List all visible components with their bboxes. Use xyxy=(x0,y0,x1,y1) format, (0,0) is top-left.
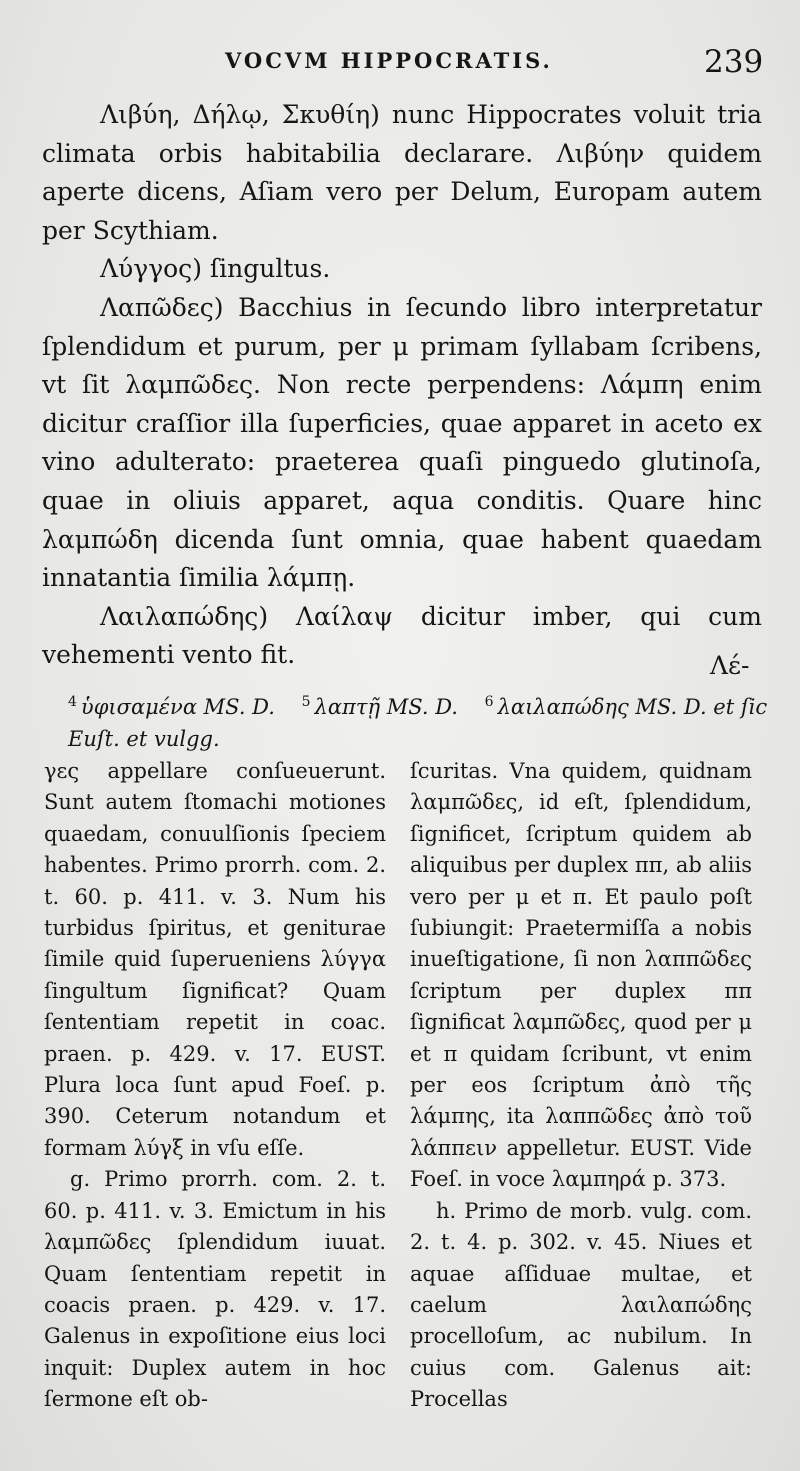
running-head: VOCVM HIPPOCRATIS. xyxy=(225,48,553,73)
entry-lailapodes: Λαιλαπώδης) Λαίλαψ dicitur imber, qui cum vehementi vento fit. xyxy=(42,601,762,670)
entry-lyngos: Λύγγος) ſingultus. xyxy=(100,254,331,284)
footnote-number: 4 xyxy=(68,694,77,710)
footnote-number: 5 xyxy=(301,694,311,710)
commentary-paragraph: h. Primo de morb. vulg. com. 2. t. 4. p. 302. v. 45. Niues et aquae aſſiduae multae, et caelum λαιλαπώδης procelloſum, ac nubilum. In cuius com. Galenus ait: Procellas xyxy=(410,1198,752,1412)
main-text xyxy=(42,96,762,675)
page-header xyxy=(0,44,800,84)
catchword: Λέ- xyxy=(710,651,750,680)
commentary-paragraph: γες appellare conſueuerunt. Sunt autem ſtomachi motiones quaedam, conuulſionis ſpeciem habentes. Primo prorrh. com. 2. t. 60. p. 411. v. 3. Num his turbidus ſpiritus, et geniturae ſimile quid ſuperueniens λύγγα ſingultum ſignificat? Quam ſententiam repetit in coac. praen. p. 429. v. 17. EUST. Plura loca ſunt apud Foeſ. p. 390. Ceterum notandum et formam λύγξ in vſu eſſe. xyxy=(44,759,386,1160)
commentary-paragraph: g. Primo prorrh. com. 2. t. 60. p. 411. v. 3. Emictum in his λαμπῶδες ſplendidum iuuat. Quam ſententiam repetit in coacis praen. p. 429. v. 17. Galenus in expoſitione eius loci inquit: Duplex autem in hoc ſermone eſt ob- xyxy=(44,1167,386,1412)
footnotes xyxy=(68,686,768,755)
commentary-column-left xyxy=(44,756,386,1416)
footnote-number: 6 xyxy=(484,694,494,710)
footnote-text: ὑφισαμένα MS. D. xyxy=(80,695,275,719)
page-number: 239 xyxy=(704,44,764,80)
entry-lapodes: Λαπῶδες) Bacchius in ſecundo libro interpretatur ſplendidum et purum, per μ primam ſyllabam ſcribens, vt ſit λαμπῶδες. Non recte perpendens: Λάμπη enim dicitur craſſior illa ſuperficies, quae apparet in aceto ex vino adulterato: praeterea quaſi pinguedo glutinoſa, quae in oliuis apparet, aqua conditis. Quare hinc λαμπώδη dicenda ſunt omnia, quae habent quaedam innatantia ſimilia λάμπῃ. xyxy=(42,292,762,593)
commentary-column-right xyxy=(410,756,752,1416)
footnote xyxy=(68,695,275,719)
footnote-text: λαιλαπώδης MS. D. et ſic Euſt. et vulgg. xyxy=(68,695,768,751)
entry-libye: Λιβύη, Δήλῳ, Σκυθίη) nunc Hippocrates voluit tria climata orbis habitabilia declarare. Λιβύην quidem aperte dicens, Aſiam vero per Delum, Europam autem per Scythiam. xyxy=(42,100,762,245)
footnote-text: λαπτῇ MS. D. xyxy=(314,695,458,719)
commentary-paragraph: ſcuritas. Vna quidem, quidnam λαμπῶδες, id eſt, ſplendidum, ſignificet, ſcriptum quidem ab aliquibus per duplex ππ, ab aliis vero per μ et π. Et paulo poſt ſubiungit: Praetermiſſa a nobis inueſtigatione, ſi non λαππῶδες ſcriptum per duplex ππ ſignificat λαμπῶδες, quod per μ et π quidam ſcribunt, vt enim per eos ſcriptum ἀπὸ τῆς λάμπης, ita λαππῶδες ἀπὸ τοῦ λάππειν appelletur. EUST. Vide Foeſ. in voce λαμπηρά p. 373. xyxy=(410,759,752,1192)
footnote xyxy=(302,695,458,719)
